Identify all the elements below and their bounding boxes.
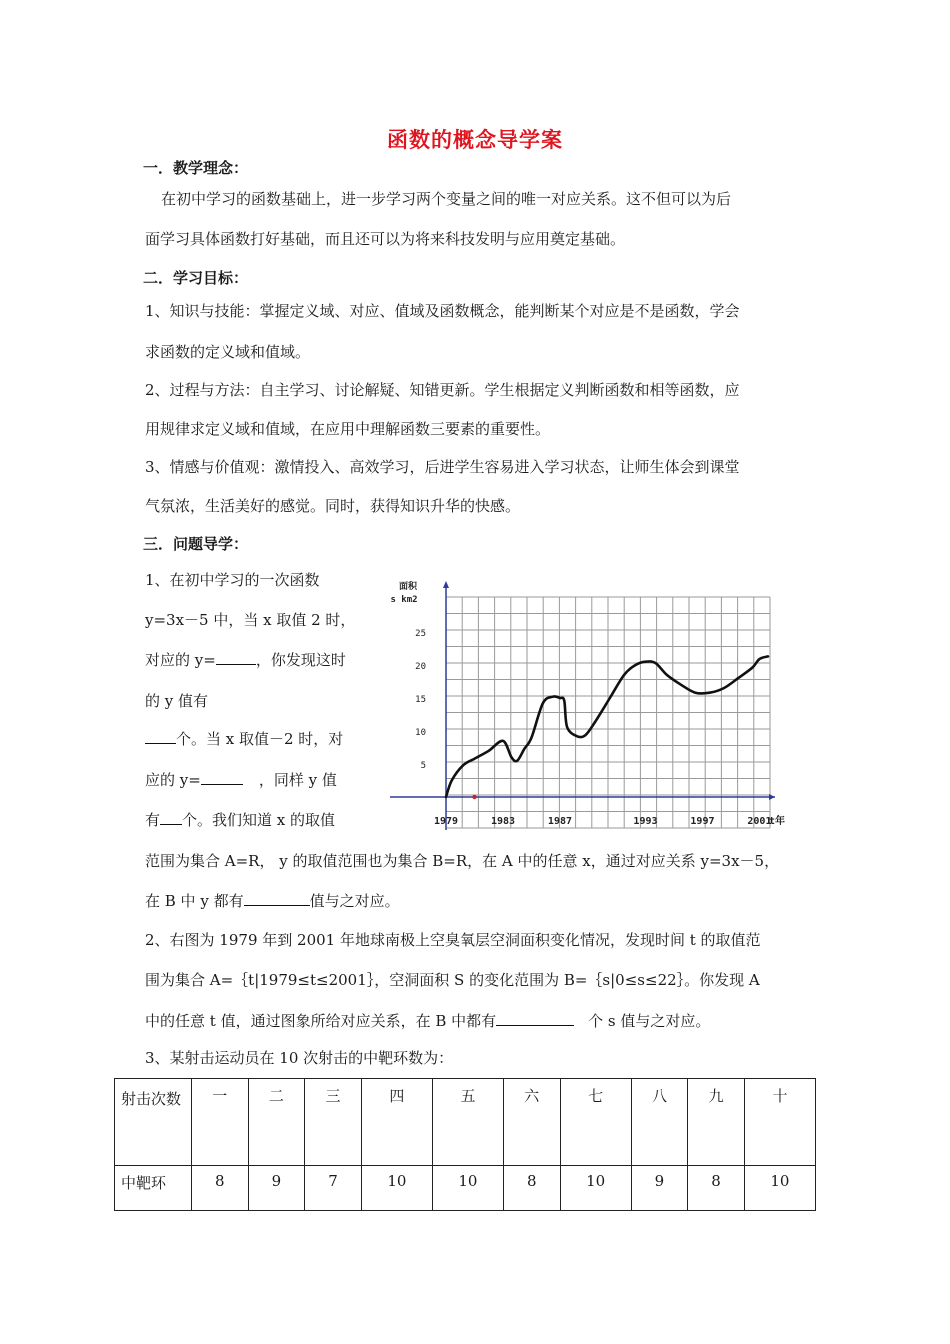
table-cell: 一 [192,1079,249,1166]
q2-line-3-text-b: 个 s 值与之对应。 [588,1012,711,1030]
table-cell: 七 [560,1079,631,1166]
table-cell: 10 [432,1166,503,1211]
x-tick-label: 1993 [633,816,658,827]
table-row [115,1079,816,1166]
table-cell: 10 [560,1166,631,1211]
x-tick-label: 1979 [433,816,459,827]
x-tick-label: 1987 [547,816,573,827]
q1-line-9 [145,891,400,911]
table-cell: 十 [744,1079,815,1166]
q1-line-8: 范围为集合 A=R， y 的取值范围也为集合 B=R，在 A 中的任意 x，通过对应关系 y=3x－5， [145,852,780,870]
table-cell: 8 [503,1166,560,1211]
q1-line-5 [145,729,343,749]
y-tick-label: 10 [415,728,426,738]
q1-line-4: 的 y 值有 [145,692,209,710]
q1-line-7-text-b: 个。我们知道 x 的取值 [182,811,336,829]
x-axis-label: t年 [768,816,786,827]
table-cell: 9 [631,1166,688,1211]
q1-line-6-text-b: ，同样 y 值 [258,771,337,789]
table-cell: 四 [361,1079,432,1166]
answer-blank[interactable] [201,770,243,785]
row-label-rings: 中靶环 [115,1166,192,1211]
table-cell: 10 [744,1166,815,1211]
q1-line-9-text-b: 值与之对应。 [309,892,400,910]
objective-1-line-1: 1、知识与技能：掌握定义域、对应、值域及函数概念，能判断某个对应是不是函数，学会 [145,302,740,320]
page-title: 函数的概念导学案 [387,128,563,152]
section-2-heading: 二．学习目标： [143,269,249,287]
table-cell: 五 [432,1079,503,1166]
q2-line-3 [145,1011,710,1031]
answer-blank[interactable] [160,810,182,825]
answer-blank[interactable] [496,1011,574,1026]
q2-line-3-text-a: 中的任意 t 值，通过图象所给对应关系，在 B 中都有 [145,1012,497,1030]
table-cell: 九 [688,1079,745,1166]
q1-line-3 [145,650,346,670]
x-tick-label: 1997 [690,816,715,827]
q1-line-5-text: 个。当 x 取值－2 时，对 [176,730,344,748]
section-1-line-2: 面学习具体函数打好基础，而且还可以为将来科技发明与应用奠定基础。 [145,230,626,248]
q1-line-3-text-b: ，你发现这时 [255,651,346,669]
y-axis-arrow [443,581,449,588]
table-cell: 8 [688,1166,745,1211]
q1-line-6-text-a: 应的 y= [145,771,201,789]
table-cell: 八 [631,1079,688,1166]
q1-line-2: y=3x－5 中，当 x 取值 2 时， [145,611,356,629]
q1-line-7-text-a: 有 [145,811,161,829]
x-tick-label: 1983 [490,816,516,827]
q2-line-2: 围为集合 A=｛t|1979≤t≤2001｝，空洞面积 S 的变化范围为 B=｛s|0≤s≤22｝。你发现 A [145,971,760,989]
chart-labels [390,580,785,827]
q3-line-1: 3、某射击运动员在 10 次射击的中靶环数为： [145,1049,454,1067]
table-cell: 8 [192,1166,249,1211]
table-cell: 7 [305,1166,362,1211]
section-1-line-1: 在初中学习的函数基础上，进一步学习两个变量之间的唯一对应关系。这不但可以为后 [161,190,732,208]
table-cell: 三 [305,1079,362,1166]
y-tick-label: 5 [420,761,426,771]
section-1-heading: 一．教学理念： [143,159,249,177]
objective-3-line-1: 3、情感与价值观：激情投入、高效学习，后进学生容易进入学习状态，让师生体会到课堂 [145,458,740,476]
table-cell: 六 [503,1079,560,1166]
ozone-hole-area-chart [360,575,800,840]
x-tick-label: 2001 [747,816,772,827]
y-tick-label: 15 [415,695,426,705]
table-cell: 二 [248,1079,305,1166]
answer-blank[interactable] [216,650,256,665]
q1-line-3-text-a: 对应的 y= [145,651,216,669]
q1-line-6 [145,770,337,790]
shooting-score-table [114,1078,816,1211]
table-cell: 10 [361,1166,432,1211]
row-label-shots: 射击次数 [115,1079,192,1166]
chart-grid [446,597,770,828]
q1-line-9-text-a: 在 B 中 y 都有 [145,892,244,910]
objective-3-line-2: 气氛浓，生活美好的感觉。同时，获得知识升华的快感。 [145,497,521,515]
y-tick-label: 25 [415,629,426,639]
objective-2-line-2: 用规律求定义域和值域，在应用中理解函数三要素的重要性。 [145,420,551,438]
table-cell: 9 [248,1166,305,1211]
y-axis-unit-label: s km2 [390,595,418,605]
answer-blank[interactable] [244,891,310,906]
y-axis-label: 面积 [398,582,418,592]
answer-blank[interactable] [145,729,176,744]
x-axis-arrow [769,794,775,800]
section-3-heading: 三．问题导学： [143,535,249,553]
q1-line-1: 1、在初中学习的一次函数 [145,571,320,589]
objective-2-line-1: 2、过程与方法：自主学习、讨论解疑、知错更新。学生根据定义判断函数和相等函数，应 [145,381,740,399]
y-tick-label: 20 [415,662,426,672]
objective-1-line-2: 求函数的定义域和值域。 [145,343,311,361]
table-row [115,1166,816,1211]
q1-line-7 [145,810,335,830]
axis-marker [472,795,476,799]
q2-line-1: 2、右图为 1979 年到 2001 年地球南极上空臭氧层空洞面积变化情况，发现时间 t 的取值范 [145,931,761,949]
